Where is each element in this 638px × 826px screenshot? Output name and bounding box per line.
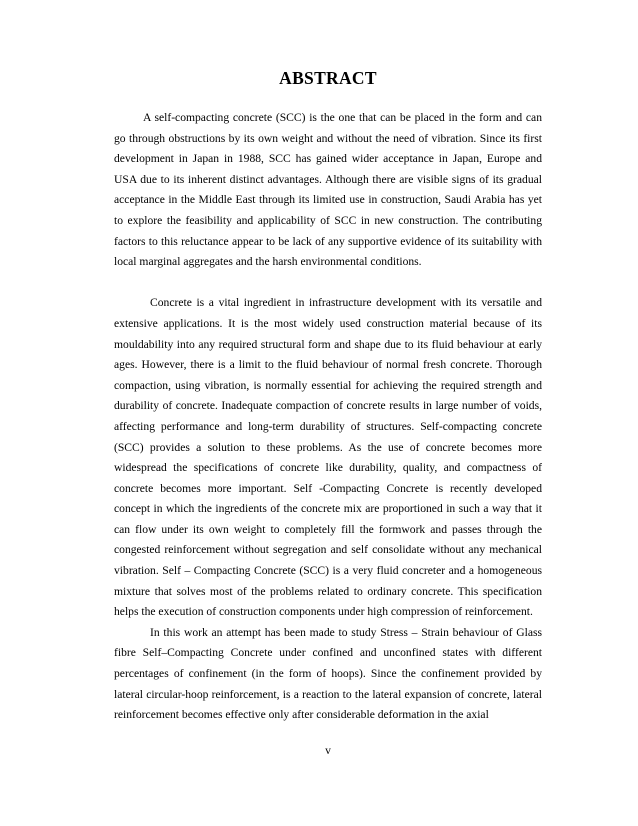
document-page xyxy=(114,0,542,826)
paragraph-concrete-importance: Concrete is a vital ingredient in infrastructure development with its versatile and extensive applications. It is the most widely used construction material because of its mouldability into any required structural form and shape due to its fluid behaviour at early ages. However, there is a limit to the fluid behaviour of normal fresh concrete. Thorough compaction, using vibration, is normally essential for achieving the required strength and durability of concrete. Inadequate compaction of concrete results in large number of voids, affecting performance and long-term durability of structures. Self-compacting concrete (SCC) provides a solution to these problems. As the use of concrete becomes more widespread the specifications of concrete like durability, quality, and compactness of concrete becomes more important. Self -Compacting Concrete is recently developed concept in which the ingredients of the concrete mix are proportioned in such a way that it can flow under its own weight to completely fill the formwork and passes through the congested reinforcement without segregation and self consolidate without any mechanical vibration. Self – Compacting Concrete (SCC) is a very fluid concreter and a homogeneous mixture that solves most of the problems related to ordinary concrete. This specification helps the execution of construction components under high compression of reinforcement. xyxy=(114,296,542,619)
paragraph-study-scope: In this work an attempt has been made to study Stress – Strain behaviour of Glass fibre Self–Compacting Concrete under confined and unconfined states with different percentages of confinement (in the form of hoops). Since the confinement provided by lateral circular-hoop reinforcement, is a reaction to the lateral expansion of concrete, lateral reinforcement becomes effective only after considerable deformation in the axial xyxy=(114,625,542,722)
paragraph-scc-definition: A self-compacting concrete (SCC) is the one that can be placed in the form and can go through obstructions by its own weight and without the need of vibration. Since its first development in Japan in 1988, SCC has gained wider acceptance in Japan, Europe and USA due to its inherent distinct advantages. Although there are visible signs of its gradual acceptance in the Middle East through its limited use in construction, Saudi Arabia has yet to explore the feasibility and applicability of SCC in new construction. The contributing factors to this reluctance appear to be lack of any supportive evidence of its suitability with local marginal aggregates and the harsh environmental conditions. xyxy=(114,111,542,269)
page-title: ABSTRACT xyxy=(279,68,377,88)
page-number: v xyxy=(325,744,331,757)
abstract-body xyxy=(114,108,542,726)
